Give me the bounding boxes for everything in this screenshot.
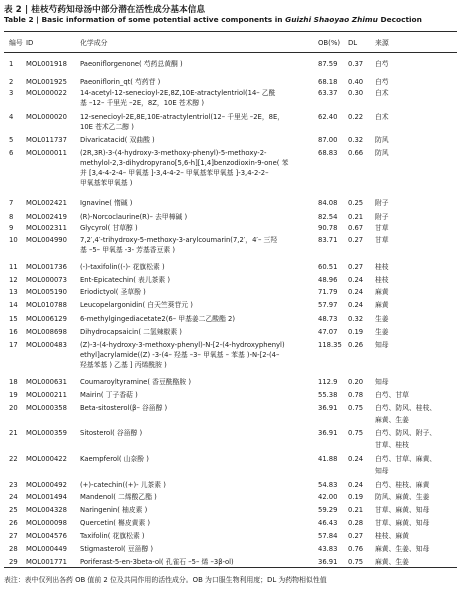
row-compound-name: 6-methylgingediacetate2(6– 甲基姜二乙酸酯 2)	[80, 315, 236, 323]
row-mol-id: MOL001736	[26, 263, 67, 271]
row-number: 9	[9, 224, 14, 232]
row-mol-id: MOL005190	[26, 288, 67, 296]
row-ob-value: 60.51	[318, 263, 338, 271]
row-ob-value: 62.40	[318, 113, 338, 121]
row-ob-value: 55.38	[318, 391, 338, 399]
row-mol-id: MOL000011	[26, 149, 67, 157]
row-ob-value: 46.43	[318, 519, 338, 527]
row-compound-name: Ignavine( 惰碱 )	[80, 199, 133, 207]
row-compound-name: 甲氧基苯甲氧基 )	[80, 179, 133, 187]
row-source: 白芍	[375, 60, 389, 68]
row-ob-value: 36.91	[318, 404, 338, 412]
row-compound-name: (+)-catechin((+)- 儿茶素 )	[80, 481, 166, 489]
row-source: 白芍、防风、桂枝、	[375, 404, 437, 412]
row-number: 13	[9, 288, 18, 296]
table-top-rule	[4, 31, 457, 32]
table-title-cn: 表 2 | 桂枝芍药知母汤中部分潜在活性成分基本信息	[4, 5, 206, 15]
row-compound-name: 12-senecioyl-2E,8E,10E-atractylentriol(12– 千里光 –2E，8E，	[80, 113, 285, 121]
row-source: 生姜	[375, 315, 389, 323]
row-ob-value: 57.97	[318, 301, 338, 309]
row-compound-name: Glycyrol( 甘草醇 )	[80, 224, 138, 232]
row-mol-id: MOL000020	[26, 113, 67, 121]
row-compound-name: 10E 苍术乙二醇 )	[80, 123, 134, 131]
table-title-italic: Guizhi Shaoyao Zhimu	[285, 15, 378, 24]
table-title-tail: Decoction	[377, 15, 422, 24]
row-number: 21	[9, 429, 18, 437]
row-source: 桂枝	[375, 276, 389, 284]
table-footnote: 表注：表中仅列出各药 OB 值前 2 位及共同作用的活性成分。OB 为口服生物利用度；DL 为药物相似性值	[4, 576, 327, 584]
row-dl-value: 0.19	[348, 328, 364, 336]
row-dl-value: 0.25	[348, 199, 364, 207]
row-ob-value: 41.88	[318, 455, 338, 463]
row-source: 桂枝、麻黄	[375, 532, 409, 540]
row-mol-id: MOL000098	[26, 519, 67, 527]
row-source: 防风、麻黄、生姜	[375, 493, 430, 501]
row-mol-id: MOL001494	[26, 493, 67, 501]
row-compound-name: Kaempferol( 山奈酚 )	[80, 455, 149, 463]
row-mol-id: MOL000631	[26, 378, 67, 386]
row-ob-value: 54.83	[318, 481, 338, 489]
row-compound-name: Eriodictyol( 圣草酚 )	[80, 288, 146, 296]
row-dl-value: 0.67	[348, 224, 364, 232]
row-dl-value: 0.66	[348, 149, 364, 157]
row-source: 麻黄、生姜	[375, 558, 409, 566]
row-dl-value: 0.24	[348, 455, 364, 463]
row-compound-name: Quercetin( 槲皮黄素 )	[80, 519, 151, 527]
row-dl-value: 0.24	[348, 301, 364, 309]
row-ob-value: 47.07	[318, 328, 338, 336]
row-dl-value: 0.75	[348, 429, 364, 437]
row-number: 11	[9, 263, 18, 271]
row-ob-value: 57.84	[318, 532, 338, 540]
row-dl-value: 0.20	[348, 378, 364, 386]
table-title-text: Basic information of some potential active components in	[41, 15, 286, 24]
row-ob-value: 82.54	[318, 213, 338, 221]
row-compound-name: (-)-taxifolin((-)- 花旗松素 )	[80, 263, 165, 271]
row-ob-value: 71.79	[318, 288, 338, 296]
row-dl-value: 0.22	[348, 113, 364, 121]
row-mol-id: MOL000449	[26, 545, 67, 553]
row-dl-value: 0.24	[348, 288, 364, 296]
row-source: 桂枝	[375, 263, 389, 271]
row-source: 麻黄	[375, 288, 389, 296]
row-number: 1	[9, 60, 14, 68]
row-number: 26	[9, 519, 18, 527]
row-dl-value: 0.24	[348, 481, 364, 489]
row-number: 2	[9, 78, 14, 86]
row-number: 23	[9, 481, 18, 489]
row-dl-value: 0.78	[348, 391, 364, 399]
header-ob: OB(%)	[318, 39, 341, 47]
row-mol-id: MOL000359	[26, 429, 67, 437]
row-compound-name: Paeoniflorin_qt( 芍药苷 )	[80, 78, 161, 86]
row-ob-value: 90.78	[318, 224, 338, 232]
row-compound-name: 并 [3,4-4-2-4– 甲氧基 ]-3,4-4-2– 甲氧基苯甲氧基 ]-3,4-2-2–	[80, 169, 269, 177]
row-number: 6	[9, 149, 14, 157]
row-number: 27	[9, 532, 18, 540]
row-number: 28	[9, 545, 18, 553]
row-number: 18	[9, 378, 18, 386]
row-mol-id: MOL001925	[26, 78, 67, 86]
row-number: 22	[9, 455, 18, 463]
row-compound-name: ethyl]acrylamide((Z) -3-(4– 羟基 –3– 甲氧基 – 苯基 )-N-[2-(4–	[80, 351, 280, 359]
header-dl: DL	[348, 39, 358, 47]
row-source: 知母	[375, 378, 389, 386]
row-ob-value: 42.00	[318, 493, 338, 501]
row-source: 麻黄、生姜	[375, 416, 409, 424]
row-dl-value: 0.27	[348, 532, 364, 540]
row-dl-value: 0.19	[348, 493, 364, 501]
row-source: 甘草、桂枝	[375, 441, 409, 449]
row-source: 甘草、麻黄、知母	[375, 519, 430, 527]
row-mol-id: MOL000073	[26, 276, 67, 284]
row-ob-value: 83.71	[318, 236, 338, 244]
row-number: 3	[9, 89, 14, 97]
row-mol-id: MOL000211	[26, 391, 67, 399]
row-dl-value: 0.21	[348, 506, 364, 514]
row-compound-name: (2R,3R)-3-(4-hydroxy-3-methoxy-phenyl)-5-methoxy-2-	[80, 149, 267, 157]
row-ob-value: 63.37	[318, 89, 338, 97]
row-dl-value: 0.75	[348, 404, 364, 412]
row-dl-value: 0.32	[348, 315, 364, 323]
row-mol-id: MOL011737	[26, 136, 67, 144]
row-source: 甘草、麻黄、知母	[375, 506, 430, 514]
table-title-en	[4, 15, 422, 24]
row-number: 7	[9, 199, 14, 207]
row-compound-name: methylol-2,3-dihydropyrano[5,6-h][1,4]benzodioxin-9-one( 苯	[80, 159, 289, 167]
table-bottom-rule	[4, 567, 457, 568]
row-compound-name: Dihydrocapsaicin( 二氢辣椒素 )	[80, 328, 182, 336]
row-compound-name: Stigmasterol( 豆甾醇 )	[80, 545, 154, 553]
row-ob-value: 59.29	[318, 506, 338, 514]
row-mol-id: MOL002419	[26, 213, 67, 221]
row-compound-name: Coumaroyltyramine( 香豆酰酪胺 )	[80, 378, 191, 386]
header-name: 化学成分	[80, 39, 108, 47]
row-mol-id: MOL000492	[26, 481, 67, 489]
table-label: Table 2 |	[4, 15, 42, 24]
row-source: 白芍、甘草、麻黄、	[375, 455, 437, 463]
row-ob-value: 48.96	[318, 276, 338, 284]
row-mol-id: MOL004990	[26, 236, 67, 244]
header-source: 来源	[375, 39, 389, 47]
row-ob-value: 43.83	[318, 545, 338, 553]
row-ob-value: 87.59	[318, 60, 338, 68]
row-dl-value: 0.27	[348, 263, 364, 271]
row-mol-id: MOL000022	[26, 89, 67, 97]
row-compound-name: Poriferast-5-en-3beta-ol( 孔雀石 –5– 烯 –3β-ol)	[80, 558, 234, 566]
row-compound-name: 基 –5– 甲氧基 -3- 芳基香豆素 )	[80, 246, 175, 254]
row-number: 15	[9, 315, 18, 323]
row-number: 20	[9, 404, 18, 412]
row-dl-value: 0.27	[348, 236, 364, 244]
row-number: 29	[9, 558, 18, 566]
row-mol-id: MOL010788	[26, 301, 67, 309]
row-ob-value: 36.91	[318, 429, 338, 437]
row-compound-name: Naringenin( 柚皮素 )	[80, 506, 148, 514]
row-compound-name: (Z)-3-(4-hydroxy-3-methoxy-phenyl)-N-[2-(4-hydroxyphenyl)	[80, 341, 285, 349]
row-source: 防风	[375, 136, 389, 144]
row-ob-value: 48.73	[318, 315, 338, 323]
row-dl-value: 0.32	[348, 136, 364, 144]
row-dl-value: 0.40	[348, 78, 364, 86]
row-source: 白芍、防风、附子、	[375, 429, 437, 437]
row-dl-value: 0.28	[348, 519, 364, 527]
row-ob-value: 84.08	[318, 199, 338, 207]
row-compound-name: Leucopelargonidin( 白天竺葵苷元 )	[80, 301, 193, 309]
row-number: 19	[9, 391, 18, 399]
row-dl-value: 0.26	[348, 341, 364, 349]
header-id: ID	[26, 39, 34, 47]
row-mol-id: MOL002421	[26, 199, 67, 207]
row-mol-id: MOL001918	[26, 60, 67, 68]
row-number: 5	[9, 136, 14, 144]
row-ob-value: 68.18	[318, 78, 338, 86]
row-source: 白芍	[375, 78, 389, 86]
row-source: 白术	[375, 89, 389, 97]
row-source: 白术	[375, 113, 389, 121]
row-number: 25	[9, 506, 18, 514]
row-mol-id: MOL008698	[26, 328, 67, 336]
row-source: 白芍、桂枝、麻黄	[375, 481, 430, 489]
row-compound-name: Sitosterol( 谷甾醇 )	[80, 429, 143, 437]
row-compound-name: Paeoniflorgenone( 芍药总黄酮 )	[80, 60, 183, 68]
row-mol-id: MOL004328	[26, 506, 67, 514]
row-compound-name: Divaricatacid( 双曲酸 )	[80, 136, 155, 144]
row-compound-name: 羟基苯基 ) 乙基 ] 丙烯酰胺 )	[80, 361, 167, 369]
header-no: 编号	[9, 39, 23, 47]
row-dl-value: 0.76	[348, 545, 364, 553]
row-number: 17	[9, 341, 18, 349]
row-source: 白芍、甘草	[375, 391, 409, 399]
row-number: 24	[9, 493, 18, 501]
row-ob-value: 68.83	[318, 149, 338, 157]
row-number: 14	[9, 301, 18, 309]
row-compound-name: Beta-sitosterol(β– 谷甾醇 )	[80, 404, 168, 412]
row-mol-id: MOL000422	[26, 455, 67, 463]
row-compound-name: 14-acetyl-12-senecioyl-2E,8Z,10E-atractylentriol(14– 乙酰	[80, 89, 276, 97]
row-source: 防风	[375, 149, 389, 157]
row-source: 知母	[375, 341, 389, 349]
row-mol-id: MOL004576	[26, 532, 67, 540]
row-dl-value: 0.75	[348, 558, 364, 566]
table-header-rule	[4, 52, 457, 53]
row-dl-value: 0.21	[348, 213, 364, 221]
row-ob-value: 87.00	[318, 136, 338, 144]
row-source: 知母	[375, 467, 389, 475]
row-source: 生姜	[375, 328, 389, 336]
row-ob-value: 36.91	[318, 558, 338, 566]
row-dl-value: 0.30	[348, 89, 364, 97]
row-ob-value: 112.9	[318, 378, 338, 386]
row-source: 附子	[375, 213, 389, 221]
row-mol-id: MOL006129	[26, 315, 67, 323]
row-dl-value: 0.37	[348, 60, 364, 68]
row-mol-id: MOL000483	[26, 341, 67, 349]
row-mol-id: MOL002311	[26, 224, 67, 232]
row-mol-id: MOL001771	[26, 558, 67, 566]
row-compound-name: (R)-Norcoclaurine(R)– 去甲樟碱 )	[80, 213, 188, 221]
row-number: 10	[9, 236, 18, 244]
row-source: 附子	[375, 199, 389, 207]
row-mol-id: MOL000358	[26, 404, 67, 412]
row-number: 4	[9, 113, 14, 121]
row-number: 8	[9, 213, 14, 221]
row-source: 麻黄	[375, 301, 389, 309]
row-compound-name: 基 –12– 千里光 –2E，8Z，10E 苍术醇 )	[80, 99, 205, 107]
row-compound-name: Mairin( 丁子香萜 )	[80, 391, 138, 399]
row-compound-name: Taxifolin( 花旗松素 )	[80, 532, 145, 540]
row-ob-value: 118.35	[318, 341, 342, 349]
row-compound-name: Mandenol( 二烯酸乙酯 )	[80, 493, 157, 501]
row-number: 16	[9, 328, 18, 336]
row-source: 甘草	[375, 236, 389, 244]
row-compound-name: Ent-Epicatechin( 表儿茶素 )	[80, 276, 171, 284]
row-source: 麻黄、生姜、知母	[375, 545, 430, 553]
row-source: 甘草	[375, 224, 389, 232]
row-number: 12	[9, 276, 18, 284]
row-compound-name: 7,2′,4′-trihydroxy-5-methoxy-3-arylcoumarin(7,2′，4′– 三羟	[80, 236, 278, 244]
row-dl-value: 0.24	[348, 276, 364, 284]
